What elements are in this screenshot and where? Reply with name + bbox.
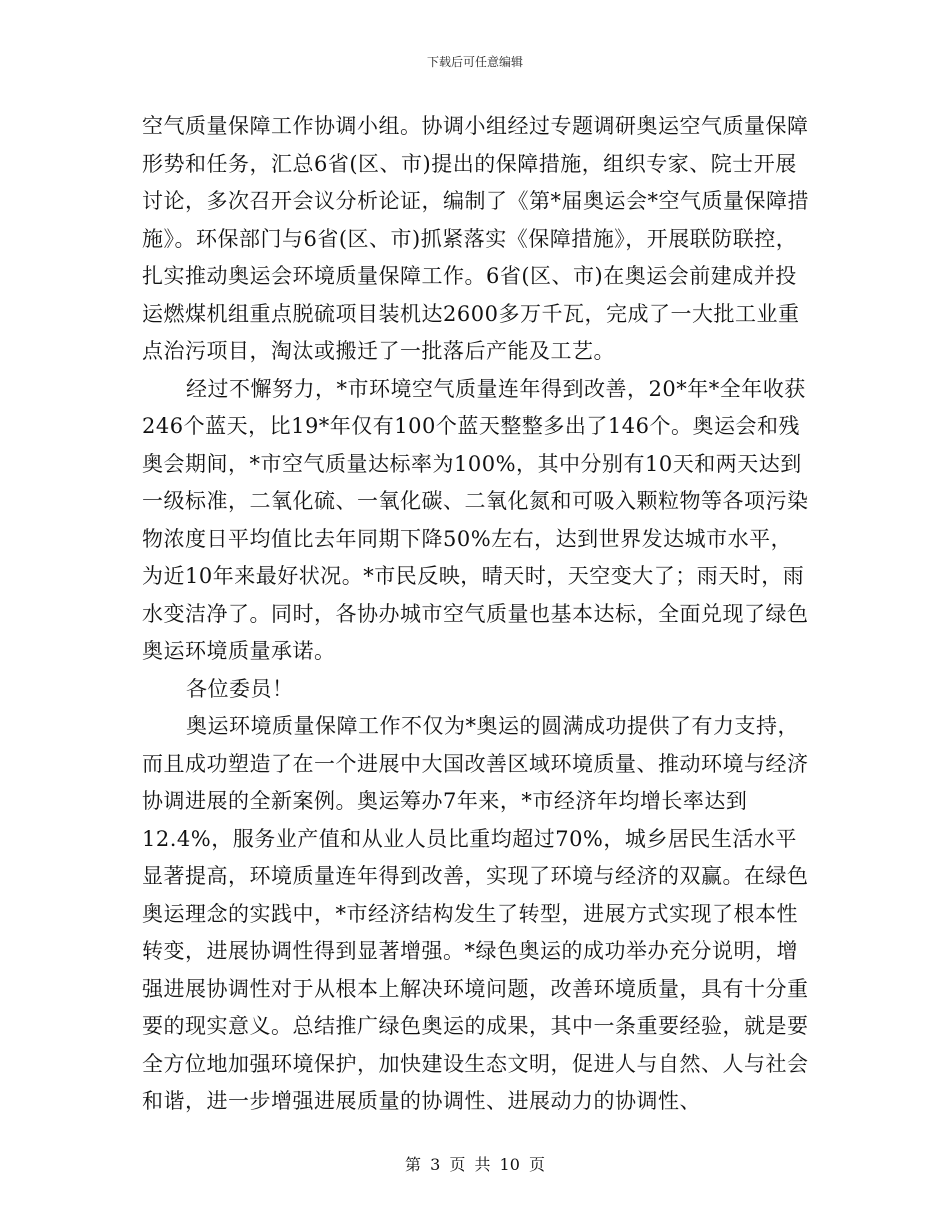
page-header-note: 下载后可任意编辑 <box>426 55 523 69</box>
paragraph-4: 奥运环境质量保障工作不仅为*奥运的圆满成功提供了有力支持，而且成功塑造了在一个进展中大国改善区域环境质量、推动环境与经济协调进展的全新案例。奥运筹办7年来，*市经济年均增长率达到12.4%，服务业产值和从业人员比重均超过70%，城乡居民生活水平显著提高，环境质量连年得到改善，实现了环境与经济的双赢。在绿色奥运理念的实践中，*市经济结构发生了转型，进展方式实现了根本性转变，进展协调性得到显著增强。*绿色奥运的成功举办充分说明，增强进展协调性对于从根本上解决环境问题，改善环境质量，具有十分重要的现实意义。总结推广绿色奥运的成果，其中一条重要经验，就是要全方位地加强环境保护，加快建设生态文明，促进人与自然、人与社会和谐，进一步增强进展质量的协调性、进展动力的协调性、 <box>142 714 809 1113</box>
page-number: 第 3 页 共 10 页 <box>405 1155 545 1174</box>
paragraph-3: 各位委员！ <box>186 676 294 701</box>
paragraph-2: 经过不懈努力，*市环境空气质量连年得到改善，20*年*全年收获246个蓝天，比19*年仅有100个蓝天整整多出了146个。奥运会和残奥会期间，*市空气质量达标率为100%，其中分别有10天和两天达到一级标准，二氧化硫、一氧化碳、二氧化氮和可吸入颗粒物等各项污染物浓度日平均值比去年同期下降50%左右，达到世界发达城市水平，为近10年来最好状况。*市民反映，晴天时，天空变大了；雨天时，雨水变洁净了。同时，各协办城市空气质量也基本达标，全面兑现了绿色奥运环境质量承诺。 <box>142 376 809 663</box>
document-body <box>142 108 810 1121</box>
paragraph-1: 空气质量保障工作协调小组。协调小组经过专题调研奥运空气质量保障形势和任务，汇总6省(区、市)提出的保障措施，组织专家、院士开展讨论，多次召开会议分析论证，编制了《第*届奥运会*空气质量保障措施》。环保部门与6省(区、市)抓紧落实《保障措施》，开展联防联控，扎实推动奥运会环境质量保障工作。6省(区、市)在奥运会前建成并投运燃煤机组重点脱硫项目装机达2600多万千瓦，完成了一大批工业重点治污项目，淘汰或搬迁了一批落后产能及工艺。 <box>142 114 809 363</box>
